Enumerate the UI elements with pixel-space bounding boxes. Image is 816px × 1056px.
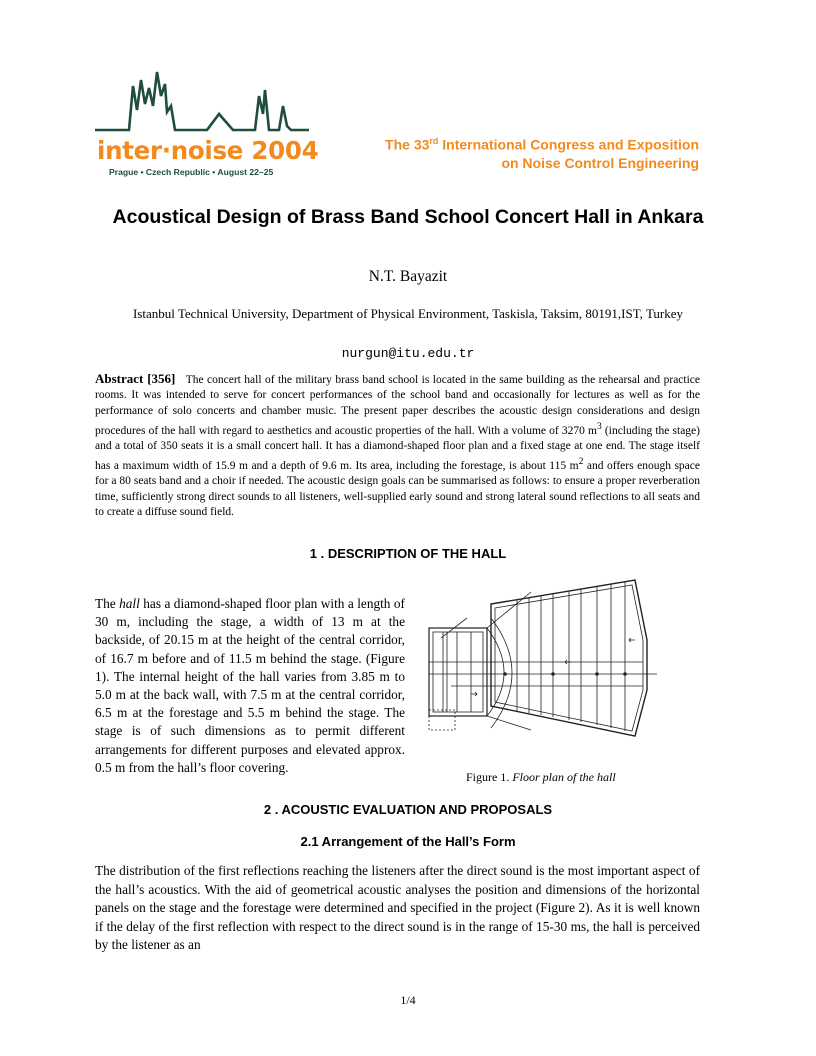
congress-line-1: The 33rd International Congress and Exposition [385, 136, 699, 153]
congress-title [385, 132, 699, 172]
logo-subtitle: Prague • Czech Republic • August 22–25 [109, 167, 274, 177]
abstract-label: Abstract [356] [95, 371, 176, 386]
abstract: Abstract [356] The concert hall of the military brass band school is located in the same building as the rehearsal and practice rooms. It was intended to serve for concert performances of the school band and occasionally for lectures as well as for the performance of solo concerts and chamber music. The present paper describes the acoustic design considerations and design procedures of the hall with regard to aesthetics and acoustic properties of the hall. With a volume of 3270 $m^3$ (including the stage) and a total of 350 seats it is a small concert hall. It has a diamond-shaped floor plan and a fixed stage at one end. The stage itself has a maximum width of 15.9 m and a depth of 9.6 m. Its area, including the forestage, is about 115 $m^2$ and offers enough space for a 80 seats band and a choir if needed. The acoustic design goals can be summarised as follows: to ensure a proper reverberation time, sufficiently strong direct sounds to all listeners, well-supplied early sound and strong lateral sound reflections to all seats and to create a diffuse sound field. [95, 371, 700, 519]
section-1-text: The hall has a diamond-shaped floor plan with a length of 30 m, including the stage, a width of 13 m at the backside, of 20.15 m at the height of the central corridor, of 16.7 m before and of 11.5 m behind the stage. (Figure 1). The internal height of the hall varies from 3.85 m to 5.0 m at the back wall, with 7.5 m at the central corridor, 6.5 m at the forestage and 5.5 m behind the stage. The stage is of such dimensions as to permit different arrangements for different purposes and elevated approx. 0.5 m from the hall’s floor covering. [95, 596, 405, 775]
floor-plan-figure [421, 578, 661, 758]
affiliation: Istanbul Technical University, Department of Physical Environment, Taskisla, Taksim, 80191,IST, Turkey [132, 306, 684, 321]
skyline-graphic [95, 66, 311, 138]
paper-title: Acoustical Design of Brass Band School Concert Hall in Ankara [112, 206, 704, 228]
section-2-1-subheading: 2.1 Arrangement of the Hall’s Form [300, 834, 516, 849]
section-2-heading: 2 . ACOUSTIC EVALUATION AND PROPOSALS [263, 802, 553, 817]
section-1-heading: 1 . DESCRIPTION OF THE HALL [309, 546, 507, 561]
internoise-logo [95, 66, 319, 180]
author-name: N.T. Bayazit [368, 268, 448, 285]
page-number: 1/4 [400, 993, 416, 1007]
logo-wordmark: inter·noise 2004 [97, 136, 319, 165]
author-email[interactable]: nurgun@itu.edu.tr [341, 346, 475, 361]
figure-1-caption: Figure 1. Floor plan of the hall [466, 770, 616, 784]
section-2-1-text: The distribution of the first reflections reaching the listeners after the direct sound is the most important aspect of the hall’s acoustics. With the aid of geometrical acoustic analyses the position and dimensions of the horizontal panels on the stage and the forestage were determined and specified in the project (Figure 2). As it is well known if the delay of the first reflection with respect to the direct sound is in the range of 15-30 ms, the hall is perceived by the listener as an [95, 863, 700, 952]
congress-line-2: on Noise Control Engineering [501, 154, 699, 171]
